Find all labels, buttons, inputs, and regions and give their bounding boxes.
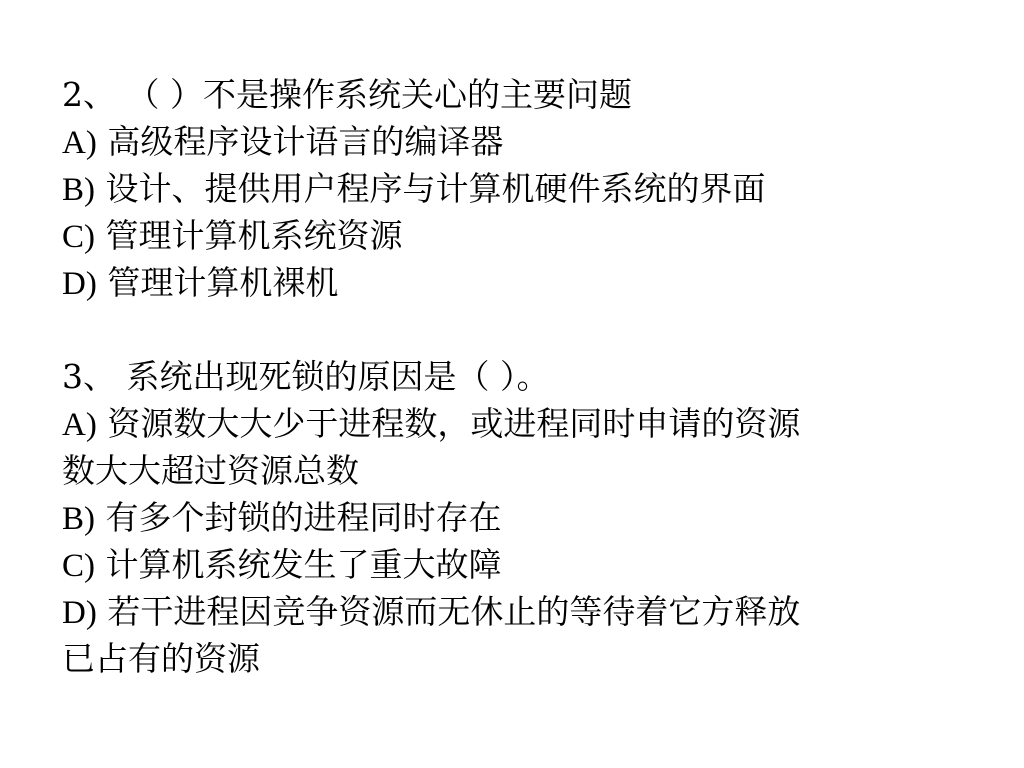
- question-3-option-a-continuation: 数大大超过资源总数: [62, 451, 359, 490]
- option-label: C): [62, 219, 95, 255]
- option-text: 资源数大大少于进程数，或进程同时申请的资源: [107, 404, 801, 443]
- option-label: B): [62, 172, 95, 208]
- option-text: 管理计算机裸机: [107, 263, 339, 302]
- option-label: B): [62, 501, 95, 537]
- question-2-option-b: [62, 165, 962, 212]
- option-text: 计算机系统发生了重大故障: [105, 545, 502, 584]
- question-2-stem: 2、 （ ）不是操作系统关心的主要问题: [62, 75, 632, 114]
- question-2-option-c: [62, 212, 962, 259]
- option-label: C): [62, 548, 95, 584]
- question-2-option-a: [62, 118, 962, 165]
- option-label: A): [62, 407, 97, 443]
- option-text: 有多个封锁的进程同时存在: [105, 498, 502, 537]
- question-3-option-d: [62, 588, 962, 635]
- question-3-option-d-continuation: 已占有的资源: [62, 639, 260, 678]
- option-text: 设计、提供用户程序与计算机硬件系统的界面: [105, 169, 766, 208]
- option-label: D): [62, 595, 97, 631]
- option-text: 高级程序设计语言的编译器: [107, 122, 504, 161]
- question-3-option-c: [62, 541, 962, 588]
- option-text: 管理计算机系统资源: [105, 216, 403, 255]
- question-spacer: [62, 306, 962, 353]
- option-text: 若干进程因竞争资源而无休止的等待着它方释放: [107, 592, 801, 631]
- option-label: D): [62, 266, 97, 302]
- question-3-stem: 3、 系统出现死锁的原因是（ ）。: [62, 357, 550, 396]
- question-list: [62, 71, 962, 682]
- question-2-option-d: [62, 259, 962, 306]
- option-label: A): [62, 125, 97, 161]
- question-3-option-a: [62, 400, 962, 447]
- question-3-option-b: [62, 494, 962, 541]
